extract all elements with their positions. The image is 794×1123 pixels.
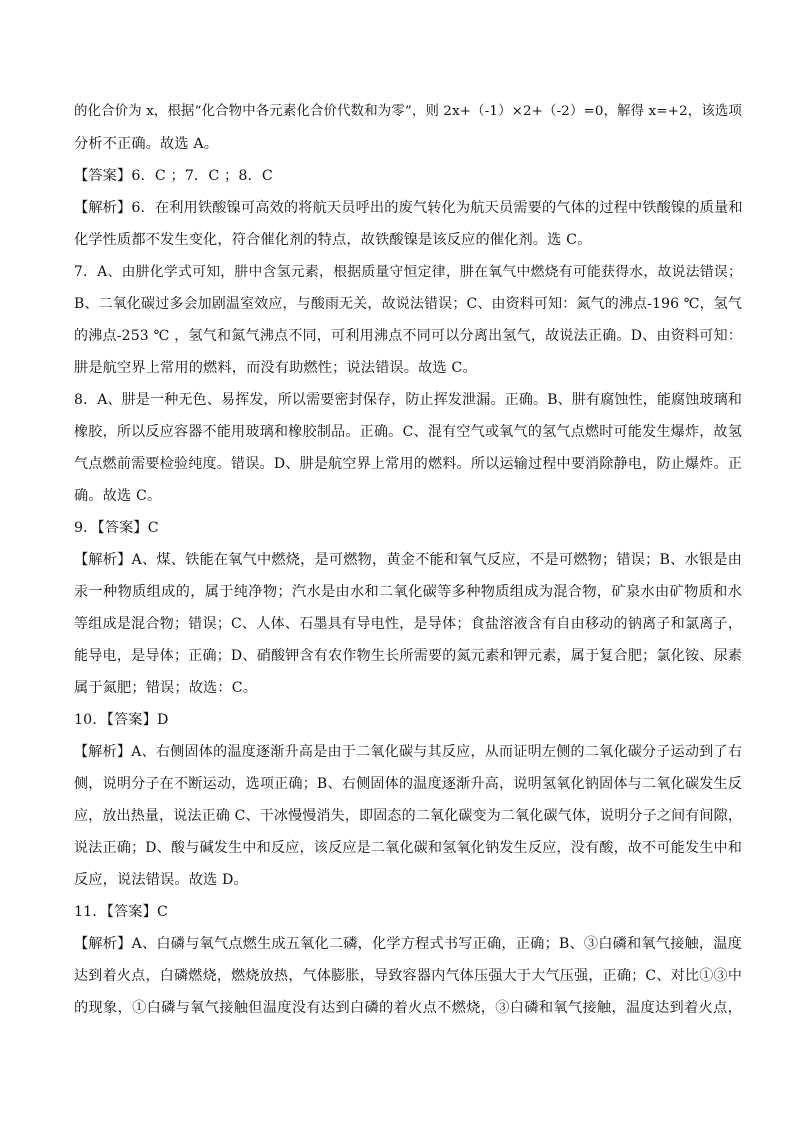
text-line: 侧，说明分子在不断运动，选项正确；B、右侧固体的温度逐渐升高，说明氢氧化钠固体与二氧化碳发生反 xyxy=(74,776,742,792)
text-line: 肼是航空界上常用的燃料，而没有助燃性；说法错误。故选 C。 xyxy=(74,360,477,376)
text-line: 能导电，是导体；正确；D、硝酸钾含有农作物生长所需要的氮元素和钾元素，属于复合肥；氯化铵、尿素 xyxy=(74,648,742,664)
answer-line: 【答案】6．C ；7．C ；8．C xyxy=(74,168,273,184)
text-line: 达到着火点，白磷燃烧，燃烧放热，气体膨胀，导致容器内气体压强大于大气压强，正确；C、对比①③中 xyxy=(74,968,742,984)
text-line: 气点燃前需要检验纯度。错误。D、肼是航空界上常用的燃料。所以运输过程中要消除静电，防止爆炸。正 xyxy=(74,456,742,472)
answer-line: 9．【答案】C xyxy=(74,520,159,536)
text-line: 反应，说法错误。故选 D。 xyxy=(74,872,248,888)
text-line: 应，放出热量，说法正确 C、干冰慢慢消失，即固态的二氧化碳变为二氧化碳气体，说明分子之间有间隙， xyxy=(74,808,742,824)
text-line: 7．A、由肼化学式可知，肼中含氢元素，根据质量守恒定律，肼在氧气中燃烧有可能获得水，故说法错误； xyxy=(74,264,742,280)
text-line: 化学性质都不发生变化，符合催化剂的特点，故铁酸镍是该反应的催化剂。选 C。 xyxy=(74,232,592,248)
analysis-line: 【解析】A、白磷与氧气点燃生成五氧化二磷，化学方程式书写正确，正确；B、③白磷和氧气接触，温度 xyxy=(74,936,742,952)
text-line: 说法正确；D、酸与碱发生中和反应，该反应是二氧化碳和氢氧化钠发生反应，没有酸，故不可能发生中和 xyxy=(74,840,742,856)
analysis-line: 【解析】A、右侧固体的温度逐渐升高是由于二氧化碳与其反应，从而证明左侧的二氧化碳分子运动到了右 xyxy=(74,744,742,760)
text-line: 属于氮肥；错误；故选：C。 xyxy=(74,680,258,696)
text-line: 的沸点-253 ℃ ，氢气和氮气沸点不同，可利用沸点不同可以分离出氢气，故说法正确。D、由资料可知： xyxy=(74,328,742,344)
text-line: 汞一种物质组成的，属于纯净物；汽水是由水和二氧化碳等多种物质组成为混合物，矿泉水由矿物质和水 xyxy=(74,584,742,600)
text-line: 8．A、肼是一种无色、易挥发，所以需要密封保存，防止挥发泄漏。正确。B、肼有腐蚀性，能腐蚀玻璃和 xyxy=(74,392,742,408)
answer-line: 10．【答案】D xyxy=(74,712,169,728)
text-line: 橡胶，所以反应容器不能用玻璃和橡胶制品。正确。C、混有空气或氧气的氢气点燃时可能发生爆炸，故氢 xyxy=(74,424,742,440)
text-line: 等组成是混合物；错误；C、人体、石墨具有导电性，是导体；食盐溶液含有自由移动的钠离子和氯离子， xyxy=(74,616,742,632)
text-line: 的化合价为 x，根据“化合物中各元素化合价代数和为零”，则 2x+（-1）×2+（-2）=0，解得 x=+2，该选项 xyxy=(74,104,742,119)
text-line: B、二氧化碳过多会加剧温室效应，与酸雨无关，故说法错误；C、由资料可知：氮气的沸点-196 ℃，氢气 xyxy=(74,296,743,312)
analysis-line: 【解析】6．在利用铁酸镍可高效的将航天员呼出的废气转化为航天员需要的气体的过程中铁酸镍的质量和 xyxy=(74,200,743,216)
analysis-line: 【解析】A、煤、铁能在氧气中燃烧，是可燃物，黄金不能和氧气反应，不是可燃物；错误；B、水银是由 xyxy=(74,552,742,568)
text-line: 确。故选 C。 xyxy=(74,488,162,504)
text-line: 的现象，①白磷与氧气接触但温度没有达到白磷的着火点不燃烧，③白磷和氧气接触，温度达到着火点， xyxy=(74,1000,742,1016)
text-line: 分析不正确。故选 A。 xyxy=(74,136,219,152)
answer-line: 11．【答案】C xyxy=(74,904,168,920)
